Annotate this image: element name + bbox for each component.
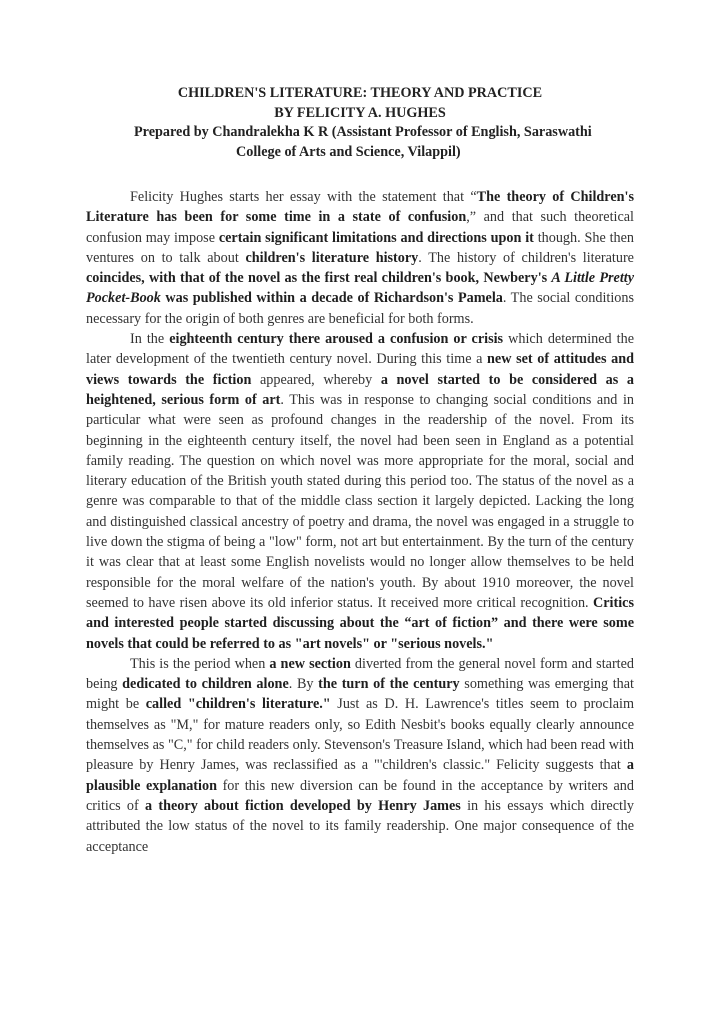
document-title: CHILDREN'S LITERATURE: THEORY AND PRACTICE [177,85,543,101]
author-line: BY FELICITY A. HUGHES [274,104,446,121]
prepared-by-line-2: College of Arts and Science, Vilappil) [236,143,461,160]
document-heading [86,84,634,162]
paragraph-1: Felicity Hughes starts her essay with the statement that “The theory of Children's Literature has been for some time in a state of confusion,” and that such theoretical confusion may impose certain significant limitations and directions upon it though. She then ventures on to talk about children's literature history. The history of children's literature coincides, with that of the novel as the first real children's book, Newbery's A Little Pretty Pocket-Book was published within a decade of Richardson's Pamela. The social conditions necessary for the origin of both genres are beneficial for both forms. [86,189,635,327]
essay-body [86,187,634,857]
paragraph-3: This is the period when a new section diverted from the general novel form and started being dedicated to children alone. By the turn of the century something was emerging that might be called "children's literature." Just as D. H. Lawrence's titles seem to proclaim themselves as "M," for mature readers only, so Edith Nesbit's books equally clearly announce themselves as "C," for child readers only. Stevenson's Treasure Island, which had been read with pleasure by Henry James, was reclassified as a "'children's classic." Felicity suggests that a plausible explanation for this new diversion can be found in the acceptance by writers and critics of a theory about fiction developed by Henry James in his essays which directly attributed the low status of the novel to its family readership. One major consequence of the acceptance [86,655,635,855]
paragraph-2: In the eighteenth century there aroused a confusion or crisis which determined the later development of the twentieth century novel. During this time a new set of attitudes and views towards the fiction appeared, whereby a novel started to be considered as a heightened, serious form of art. This was in response to changing social conditions and in particular what were seen as profound changes in the readership of the novel. From its beginning in the eighteenth century itself, the novel had been seen in England as a potential family reading. The question on which novel was more appropriate for the moral, social and literary education of the British youth stated during this period too. The status of the novel as a genre was comparable to that of the middle class section it largely depicted. Lacking the long and distinguished classical ancestry of poetry and drama, the novel was engaged in a struggle to live down the stigma of being a "low" form, not art but entertainment. By the turn of the century it was clear that at least some English novelists would no longer allow themselves to be held responsible for the moral welfare of the nation's youth. By about 1910 moreover, the novel seemed to have risen above its old inferior status. It received more critical recognition. Critics and interested people started discussing about the “art of fiction” and there were some novels that could be referred to as "art novels" or "serious novels." [86,331,634,652]
prepared-by-line-1: Prepared by Chandralekha K R (Assistant Professor of English, Saraswathi [134,124,592,140]
